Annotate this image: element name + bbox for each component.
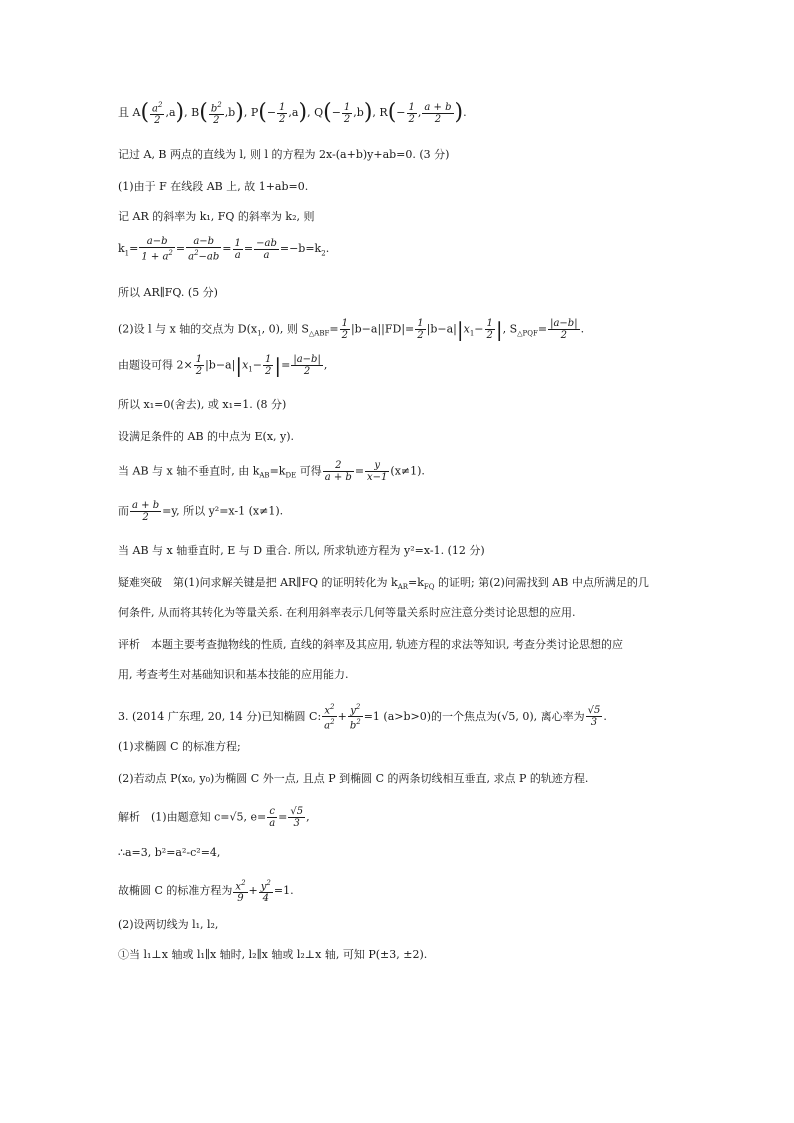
vertical-case: 当 AB 与 x 轴垂直时, E 与 D 重合. 所以, 所求轨迹方程为 y²=x-1. (12 分) — [118, 544, 485, 557]
solution-values: ∴a=3, b²=a²-c²=4, — [118, 846, 221, 859]
question-1: (1)求椭圆 C 的标准方程; — [118, 740, 241, 753]
difficulty-note-1: 疑难突破 第(1)问求解关键是把 AR∥FQ 的证明转化为 $k_{AR}=k_{FQ}$ 的证明; 第(2)问需找到 AB 中点所满足的几 — [118, 576, 649, 592]
difficulty-note-text-2: 的证明; 第(2)问需找到 AB 中点所满足的几 — [434, 576, 649, 589]
points-line: 且 A( $\frac{a^2}{2}$ ,a), B( $\frac{b^2}{2}$ ,b), P(− $\frac{1}{2}$ ,a), Q(− $\frac{1}{2}$ ,b), R(− $\frac{1}{2}$ , $\frac{a + b}{2}$ ). — [118, 100, 467, 127]
area-equation: 由题设可得 2× $\frac{1}{2}$ $|b-a||x_1-$ $\frac{1}{2}$ |= $\frac{|a-b|}{2}$ , — [118, 353, 328, 378]
slope-equation: $k_1=$ $\frac{a-b}{1 + a^2}$ = $\frac{a-b}{a^2-ab}$ = $\frac{1}{a}$ = $\frac{-ab}{a}$ $=-b=k_2$. — [118, 236, 330, 263]
points-prefix: 且 A — [118, 106, 141, 120]
problem-3-statement: 3. (2014 广东理, 20, 14 分)已知椭圆 C: $\frac{x^2}{a^2}$ + $\frac{y^2}{b^2}$ =1 (a>b>0)的一个焦点为(√5, 0), 离心率为 $\frac{√5}{3}$ . — [118, 703, 607, 732]
midpoint-equation-tail: =y, 所以 y²=x-1 (x≠1). — [162, 504, 284, 518]
ellipse-equation: 故椭圆 C 的标准方程为 $\frac{x^2}{9}$ + $\frac{y^2}{4}$ =1. — [118, 879, 294, 905]
area-expressions: (2)设 l 与 x 轴的交点为 $D(x_1$, 0), 则 $S_{\triangle ABF}=$ $\frac{1}{2}$ |b−a||FD|= $\frac{1}{2}$ $|b-a||x_1-$ $\frac{1}{2}$ |, $S_{\triangle PQF}=$ $\frac{|a-b|}{2}$ . — [118, 317, 585, 342]
x1-solution: 所以 x₁=0(舍去), 或 x₁=1. (8 分) — [118, 398, 287, 411]
solution-prefix: 解析 (1)由题意知 c=√5, e= — [118, 810, 267, 824]
comment-1: 评析 本题主要考查抛物线的性质, 直线的斜率及其应用, 轨迹方程的求法等知识, 考查分类讨论思想的应 — [118, 638, 623, 651]
midpoint-equation: 而 $\frac{a + b}{2}$ =y, 所以 y²=x-1 (x≠1). — [118, 500, 284, 523]
difficulty-note-2: 何条件, 从而将其转化为等量关系. 在利用斜率表示几何等量关系时应注意分类讨论思想的应用. — [118, 606, 576, 619]
non-vertical-case: 当 AB 与 x 轴不垂直时, 由 $k_{AB}=k_{DE}$ 可得 $\frac{2}{a + b}$ = $\frac{y}{x-1}$ (x≠1). — [118, 460, 425, 483]
parallel-conclusion: 所以 AR∥FQ. (5 分) — [118, 286, 218, 299]
line-l-equation: 记过 A, B 两点的直线为 l, 则 l 的方程为 2x-(a+b)y+ab=0. (3 分) — [118, 148, 450, 161]
tangent-lines: (2)设两切线为 l₁, l₂, — [118, 918, 219, 931]
midpoint-definition: 设满足条件的 AB 的中点为 E(x, y). — [118, 430, 295, 443]
comment-2: 用, 考查考生对基础知识和基本技能的应用能力. — [118, 668, 349, 681]
solution-1: 解析 (1)由题意知 c=√5, e= $\frac{c}{a}$ = $\frac{√5}{3}$ , — [118, 806, 310, 829]
ellipse-prefix: 故椭圆 C 的标准方程为 — [118, 884, 233, 898]
case-1: ①当 l₁⊥x 轴或 l₁∥x 轴时, l₂∥x 轴或 l₂⊥x 轴, 可知 P(±3, ±2). — [118, 948, 428, 961]
part1-statement: (1)由于 F 在线段 AB 上, 故 1+ab=0. — [118, 180, 309, 193]
slope-definition: 记 AR 的斜率为 k₁, FQ 的斜率为 k₂, 则 — [118, 210, 315, 223]
problem-3-prefix: 3. (2014 广东理, 20, 14 分)已知椭圆 C: — [118, 709, 322, 723]
problem-3-middle: =1 (a>b>0)的一个焦点为(√5, 0), 离心率为 — [363, 709, 585, 723]
difficulty-note-text: 疑难突破 第(1)问求解关键是把 AR∥FQ 的证明转化为 k — [118, 576, 398, 589]
question-2: (2)若动点 P(x₀, y₀)为椭圆 C 外一点, 且点 P 到椭圆 C 的两条切线相互垂直, 求点 P 的轨迹方程. — [118, 772, 589, 785]
difficulty-note-eq: =k — [408, 576, 424, 589]
ellipse-suffix: =1. — [273, 884, 294, 898]
